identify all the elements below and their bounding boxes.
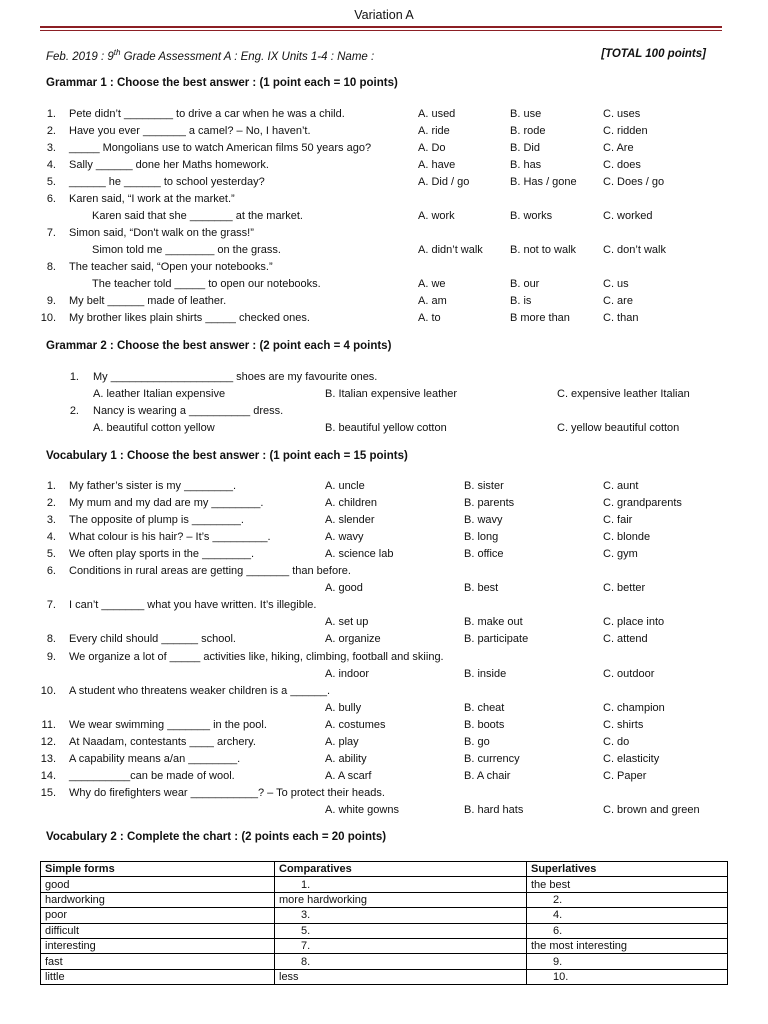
option-c: C. ridden [603,125,648,137]
chart-row [41,892,728,907]
chart-row [41,877,728,892]
superlative-cell: 10. [527,969,728,984]
vocab1-heading: Vocabulary 1 : Choose the best answer : (1 point each = 15 points) [46,450,408,462]
question-text: Karen said, “I work at the market.” [69,193,235,205]
question-number: 8. [46,261,56,273]
option-c: C. grandparents [603,497,682,510]
option-a: A. ability [325,752,367,765]
option-b: B. office [464,548,504,561]
question-number: 15. [40,786,56,799]
option-a: A. Do [418,142,446,154]
option-a: A. uncle [325,480,365,492]
question-number: 2. [46,125,56,137]
question-text: __________can be made of wool. [69,769,235,782]
question-text: Pete didn’t ________ to drive a car when he was a child. [69,108,345,120]
option-b: B. our [510,278,540,290]
question-text: Why do firefighters wear ___________? – To protect their heads. [69,786,385,799]
col-superlatives: Superlatives [527,862,728,877]
total-points: [TOTAL 100 points] [601,48,706,60]
option-c: C. attend [603,633,648,646]
question-number: 7. [46,227,56,239]
option-b: B. has [510,159,542,171]
question-text: Simon told me ________ on the grass. [92,244,281,256]
question-number: 13. [40,752,56,765]
option-a: A. work [418,210,455,222]
question-text: Karen said that she _______ at the market. [92,210,303,222]
comparative-cell: 3. [275,908,527,923]
option-a: A. children [325,497,377,510]
grammar2-heading: Grammar 2 : Choose the best answer : (2 point each = 4 points) [46,340,392,352]
option-a: A. have [418,159,456,171]
option-c: C. don’t walk [603,244,666,256]
option-c: C. gym [603,548,638,561]
header-rule-thin [40,30,722,31]
option-b: B. Did [510,142,540,154]
option-c: C. are [603,295,633,307]
simple-form-cell: little [41,969,275,984]
question-number: 3. [46,142,56,154]
question-text: We organize a lot of _____ activities like, hiking, climbing, football and skiing. [69,650,444,663]
question-text: My ____________________ shoes are my favourite ones. [93,371,378,383]
question-number: 1. [69,371,79,383]
comparative-cell: more hardworking [275,892,527,907]
option-c: C. blonde [603,531,651,544]
question-text: _____ Mongolians use to watch American films 50 years ago? [69,142,372,154]
option-a: A. used [418,108,456,120]
question-text: What colour is his hair? – It’s _________. [69,531,271,544]
question-number: 10. [40,684,56,697]
question-number: 9. [46,650,56,663]
comparative-cell: 5. [275,923,527,938]
grammar1-heading: Grammar 1 : Choose the best answer : (1 point each = 10 points) [46,77,398,89]
option-a: A. white gowns [325,803,399,816]
option-b: B. long [464,531,499,544]
header-course-name: Grade Assessment A : Eng. IX Units 1-4 : Name : [120,50,375,63]
question-text: The opposite of plump is ________. [69,514,244,527]
chart-row [41,969,728,984]
superlative-cell: 6. [527,923,728,938]
chart-header-row [41,862,728,877]
option-a: A. leather Italian expensive [93,388,226,400]
superlative-cell: the best [527,877,728,892]
option-c: C. do [603,735,630,748]
question-text: Simon said, “Don't walk on the grass!” [69,227,254,239]
document-title: Variation A [354,8,414,22]
option-c: C. uses [603,108,641,120]
superlative-cell: 2. [527,892,728,907]
superlative-cell: 4. [527,908,728,923]
option-b: B. sister [464,480,504,492]
option-a: A. we [418,278,446,290]
option-b: B. cheat [464,701,505,714]
question-number: 7. [46,599,56,612]
question-number: 8. [46,633,56,646]
option-b: B. works [510,210,553,222]
question-number: 6. [46,565,56,578]
option-a: A. science lab [325,548,394,561]
option-c: C. expensive leather Italian [557,388,690,400]
question-number: 5. [46,176,56,188]
question-text: At Naadam, contestants ____ archery. [69,735,256,748]
simple-form-cell: hardworking [41,892,275,907]
option-b: B. parents [464,497,515,510]
comparative-cell: less [275,969,527,984]
option-b: B. not to walk [510,244,577,256]
question-number: 14. [40,769,56,782]
chart-row [41,938,728,953]
simple-form-cell: interesting [41,938,275,953]
question-text: Every child should ______ school. [69,633,236,646]
option-b: B. Has / gone [510,176,577,188]
option-b: B. use [510,108,542,120]
question-number: 2. [69,405,79,417]
option-a: A. didn’t walk [418,244,483,256]
question-number: 5. [46,548,56,561]
option-c: C. worked [603,210,653,222]
option-b: B. go [464,735,490,748]
vocab2-heading: Vocabulary 2 : Complete the chart : (2 points each = 20 points) [46,831,387,843]
option-a: A. to [418,312,441,324]
question-number: 1. [46,108,56,120]
option-c: C. us [603,278,629,290]
option-a: A. ride [418,125,450,137]
option-a: A. good [325,582,363,595]
question-text: A capability means a/an ________. [69,752,241,765]
option-a: A. wavy [325,531,364,544]
question-number: 4. [46,159,56,171]
question-text: My belt ______ made of leather. [69,295,227,307]
option-b: B. participate [464,633,529,646]
simple-form-cell: poor [41,908,275,923]
option-a: A. bully [325,701,362,714]
header-rule-thick [40,26,722,28]
question-text: Nancy is wearing a __________ dress. [93,405,284,417]
chart-row [41,908,728,923]
option-c: C. better [603,582,646,595]
option-b: B. is [510,295,532,307]
question-text: I can’t _______ what you have written. It’s illegible. [69,599,317,612]
header-superscript: th [113,48,121,57]
question-text: The teacher said, “Open your notebooks.” [69,261,273,273]
option-a: A. set up [325,616,369,629]
option-c: C. champion [603,701,665,714]
question-text: Conditions in rural areas are getting _______ than before. [69,565,351,578]
option-a: A. am [418,295,447,307]
question-text: ______ he ______ to school yesterday? [69,176,265,188]
option-a: A. indoor [325,667,370,680]
option-b: B. A chair [464,769,511,782]
chart-row [41,923,728,938]
option-c: C. place into [603,616,665,629]
option-c: C. fair [603,514,633,527]
option-b: B. hard hats [464,803,524,816]
question-text: We wear swimming _______ in the pool. [69,718,267,731]
comparative-cell: 7. [275,938,527,953]
option-c: C. than [603,312,639,324]
question-number: 1. [46,480,56,492]
question-text: A student who threatens weaker children is a ______. [69,684,331,697]
option-b: B. currency [464,752,520,765]
question-text: Have you ever _______ a camel? – No, I haven’t. [69,125,311,137]
option-c: C. Does / go [603,176,665,188]
comparison-chart [40,861,728,985]
option-b: B. make out [464,616,523,629]
simple-form-cell: difficult [41,923,275,938]
option-c: C. yellow beautiful cotton [557,422,680,434]
simple-form-cell: good [41,877,275,892]
question-text: My father’s sister is my ________. [69,480,237,492]
question-number: 12. [40,735,56,748]
option-b: B more than [510,312,570,324]
question-text: Sally ______ done her Maths homework. [69,159,269,171]
comparative-cell: 1. [275,877,527,892]
option-b: B. beautiful yellow cotton [325,422,447,434]
option-a: A. A scarf [325,769,372,782]
comparative-cell: 8. [275,954,527,969]
question-text: My brother likes plain shirts _____ checked ones. [69,312,310,324]
option-b: B. inside [464,667,507,680]
option-b: B. rode [510,125,546,137]
superlative-cell: the most interesting [527,938,728,953]
option-c: C. Paper [603,769,647,782]
question-number: 2. [46,497,56,510]
option-b: B. boots [464,718,505,731]
assessment-header [46,48,374,63]
option-b: B. wavy [464,514,503,527]
question-number: 6. [46,193,56,205]
option-a: A. organize [325,633,381,646]
option-c: C. Are [603,142,634,154]
option-a: A. Did / go [418,176,470,188]
question-text: My mum and my dad are my ________. [69,497,264,510]
question-text: We often play sports in the ________. [69,548,255,561]
question-number: 11. [41,718,56,731]
question-number: 4. [46,531,56,544]
col-comparatives: Comparatives [275,862,527,877]
option-c: C. elasticity [603,752,660,765]
question-number: 9. [46,295,56,307]
question-number: 3. [46,514,56,527]
option-c: C. does [603,159,641,171]
superlative-cell: 9. [527,954,728,969]
option-a: A. slender [325,514,375,527]
option-c: C. aunt [603,480,639,492]
col-simple-forms: Simple forms [41,862,275,877]
option-a: A. costumes [325,718,386,731]
option-a: A. beautiful cotton yellow [93,422,215,434]
simple-form-cell: fast [41,954,275,969]
question-number: 10. [40,312,56,324]
header-date-grade: Feb. 2019 : 9 [46,50,114,63]
option-b: B. best [464,582,499,595]
option-a: A. play [325,735,359,748]
option-b: B. Italian expensive leather [325,388,458,400]
question-text: The teacher told _____ to open our notebooks. [92,278,321,290]
option-c: C. brown and green [603,803,700,816]
option-c: C. outdoor [603,667,655,680]
chart-row [41,954,728,969]
option-c: C. shirts [603,718,644,731]
